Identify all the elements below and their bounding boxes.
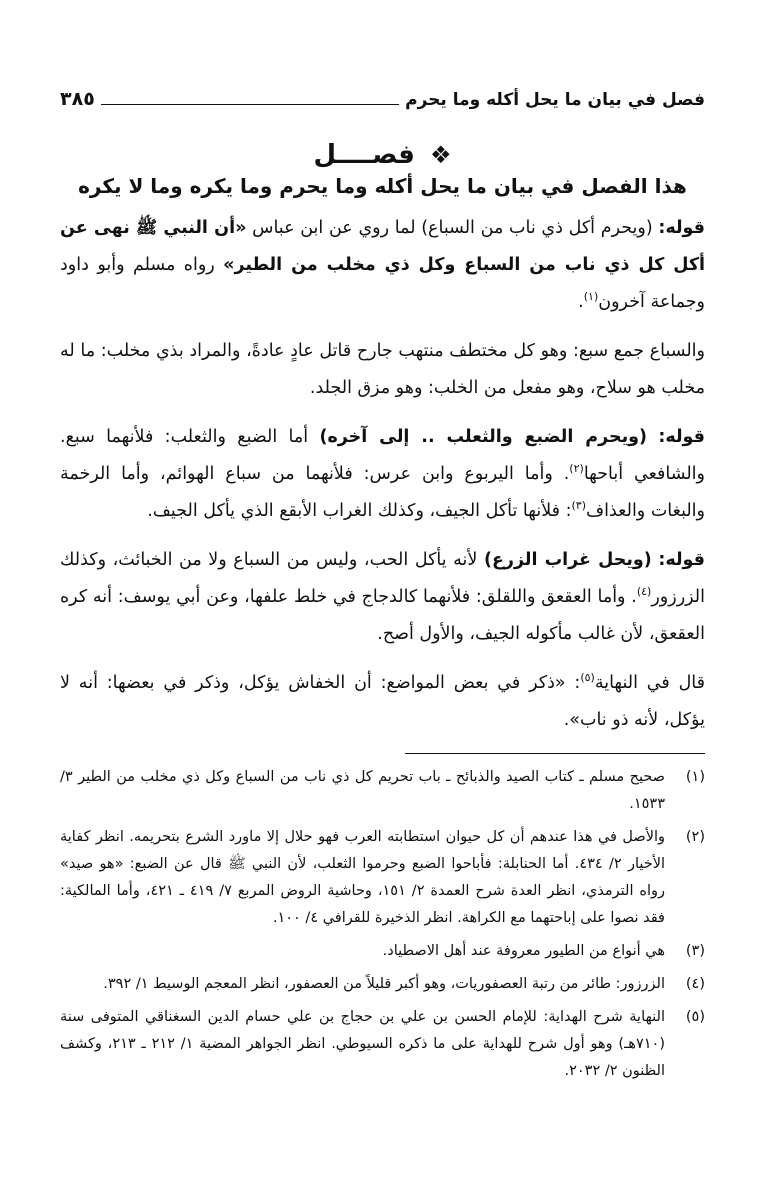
paragraph-text: . وأما العقعق واللقلق: فلأنهما كالدجاج في خلط علفها، وعن أبي يوسف: أنه كره العقعق، لأن غالب مأكوله الجيف، والأول أصح. [60, 587, 705, 644]
paragraph-text: : «ذكر في بعض المواضع: أن الخفاش يؤكل، وذكر في بعضها: أنه لا يؤكل، لأنه ذو ناب». [60, 673, 705, 730]
paragraph-lead: قوله: [658, 427, 705, 447]
section-heading [60, 140, 705, 170]
footnote-item [60, 1004, 705, 1085]
paragraph-text: . [578, 292, 584, 312]
hadith-quote: «أن النبي ﷺ نهى عن أكل كل ذي ناب من السباع وكل ذي مخلب من الطير» [60, 218, 705, 275]
footnote-ref: (٢) [569, 462, 584, 476]
running-header [60, 88, 705, 110]
paragraph-text: لأنه يأكل الحب، وليس من السباع ولا من الخبائث، وكذلك الزرزور [60, 550, 705, 607]
footnote-text: والأصل في هذا عندهم أن كل حيوان استطابته العرب فهو حلال إلا ماورد الشرع بتحريمه. انظر كفاية الأخيار ٢/ ٤٣٤. أما الحنابلة: فأباحوا الضبع وحرموا الثعلب، لأن النبي ﷺ قال عن الضبع: «هو صيد» رواه الترمذي، انظر العدة شرح العمدة ٢/ ١٥١، وحاشية الروض المربع ٧/ ٤١٩ ـ ٤٢١، وأما المالكية: فقد نصوا على إباحتهما مع الكراهة. انظر الذخيرة للقرافي ٤/ ١٠٠. [60, 829, 666, 926]
quoted-text: (ويحرم الضبع والثعلب .. إلى آخره) [319, 427, 648, 447]
paragraph-2: والسباع جمع سبع: وهو كل مختطف منتهب جارح قاتل عادٍ عادةً، والمراد بذي مخلب: ما له مخلب هو سلاح، وهو مفعل من الخلب: وهو مزق الجلد. [60, 341, 705, 398]
ornament-icon: ❖ [429, 141, 452, 169]
footnote-number: (١) [685, 769, 705, 785]
footnote-ref: (٤) [636, 585, 652, 599]
footnote-ref: (١) [583, 290, 599, 304]
paragraph-lead: قوله: [658, 218, 705, 238]
paragraph-text: لما روي عن ابن عباس [246, 218, 422, 238]
footnote-text: هي أنواع من الطيور معروفة عند أهل الاصطياد. [382, 943, 665, 959]
quoted-text: (ويحل غراب الزرع) [483, 550, 652, 570]
paragraph-lead: قوله: [658, 550, 705, 570]
footnote-text: الزرزور: طائر من رتبة العصفوريات، وهو أكبر قليلاً من العصفور، انظر المعجم الوسيط ١/ ٣٩٢. [103, 976, 665, 992]
footnote-text: النهاية شرح الهداية: للإمام الحسن بن علي بن حجاج بن علي حسام الدين السغناقي المتوفى سنة (٧١٠هـ) وهو أول شرح للهداية على ما ذكره السيوطي. انظر الجواهر المضية ١/ ٢١٢ ـ ٢١٣، وكشف الظنون ٢/ ٢٠٣٢. [60, 1009, 666, 1079]
paragraph-5 [60, 665, 705, 739]
header-rule [101, 103, 399, 105]
section-title: فصــــل [313, 140, 415, 170]
footnotes [60, 764, 705, 1085]
footnote-number: (٤) [685, 976, 705, 992]
footnote-item [60, 971, 705, 998]
paragraph-text: : فلأنها تأكل الجيف، وكذلك الغراب الأبقع الذي يأكل الجيف. [147, 501, 572, 521]
paragraph-text: أما الضبع والثعلب: فلأنهما سبع. والشافعي أباحها [60, 427, 705, 484]
footnote-item [60, 824, 705, 932]
paragraph-3 [60, 419, 705, 530]
footnote-item [60, 938, 705, 965]
footnote-number: (٥) [685, 1009, 705, 1025]
footnote-text: صحيح مسلم ـ كتاب الصيد والذبائح ـ باب تحريم كل ذي ناب من السباع وكل ذي مخلب من الطير ٣/ ١٥٣٣. [60, 769, 665, 812]
footnote-ref: (٥) [580, 671, 595, 685]
paragraph-text: رواه مسلم وأبو داود وجماعة آخرون [60, 255, 705, 312]
footnote-number: (٢) [685, 829, 705, 845]
paragraph-text: . وأما اليربوع وابن عرس: فلأنهما من سباع الهوائم، وأما الرخمة والبغات والعذاف [60, 464, 705, 521]
footnote-ref: (٣) [571, 499, 586, 513]
footnote-number: (٣) [685, 943, 705, 959]
paragraph-text: قال في النهاية [594, 673, 705, 693]
paragraph-1 [60, 210, 705, 321]
section-subtitle: هذا الفصل في بيان ما يحل أكله وما يحرم وما يكره وما لا يكره [78, 174, 687, 198]
footnote-item [60, 764, 705, 818]
paragraph-4 [60, 542, 705, 653]
quoted-text: (ويحرم أكل ذي ناب من السباع) [421, 218, 653, 238]
running-title: فصل في بيان ما يحل أكله وما يحرم [405, 90, 705, 110]
footnote-separator [405, 753, 705, 754]
page-number: ٣٨٥ [60, 88, 95, 110]
